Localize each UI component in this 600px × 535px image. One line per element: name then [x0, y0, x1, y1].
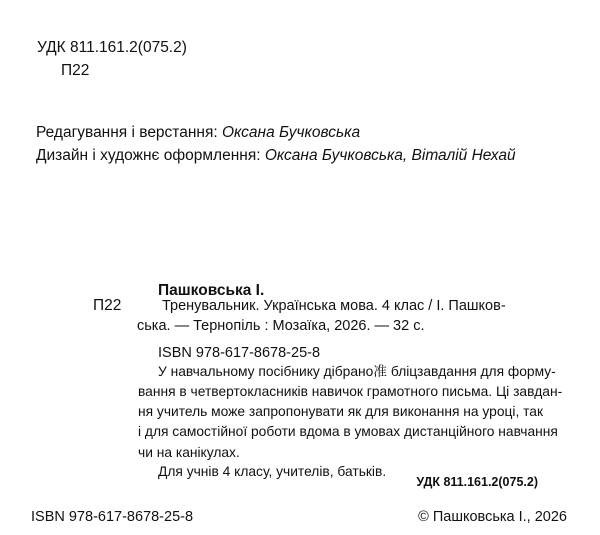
- audience-line: Для учнів 4 класу, учителів, батьків.: [158, 464, 387, 479]
- author-name: Пашковська І.: [158, 282, 265, 299]
- annotation-line: чи на канікулах.: [138, 445, 240, 460]
- bibliographic-description-line-1: Тренувальник. Українська мова. 4 клас / І. Пашков-: [162, 298, 506, 314]
- isbn-catalog: ISBN 978-617-8678-25-8: [158, 345, 321, 361]
- design-label: Дизайн і художнє оформлення:: [36, 147, 265, 164]
- catalog-code: П22: [93, 297, 122, 314]
- annotation-line: У навчальному посібнику дібрано准 бліцзавдання для форму-: [158, 364, 556, 379]
- isbn-footer: ISBN 978-617-8678-25-8: [31, 509, 194, 525]
- udk-header: УДК 811.161.2(075.2): [37, 39, 187, 56]
- bibliographic-description-line-2: ська. — Тернопіль : Мозаїка, 2026. — 32 с.: [137, 318, 425, 334]
- udk-catalog: УДК 811.161.2(075.2): [416, 475, 538, 489]
- catalog-code-header: П22: [61, 62, 90, 79]
- annotation-line: і для самостійної роботи вдома в умовах дистанційного навчання: [138, 424, 558, 439]
- editing-name: Оксана Бучковська: [221, 124, 361, 141]
- annotation-line: вання в четвертокласників навичок грамотного письма. Ці завдан-: [138, 384, 563, 399]
- design-names: Оксана Бучковська, Віталій Нехай: [264, 147, 516, 164]
- copyright-notice: © Пашковська І., 2026: [418, 509, 567, 525]
- editing-label: Редагування і верстання:: [36, 124, 222, 141]
- editing-credit: [36, 123, 360, 143]
- annotation-line: ня учитель може запропонувати як для виконання на уроці, так: [138, 404, 543, 419]
- design-credit: [36, 146, 516, 166]
